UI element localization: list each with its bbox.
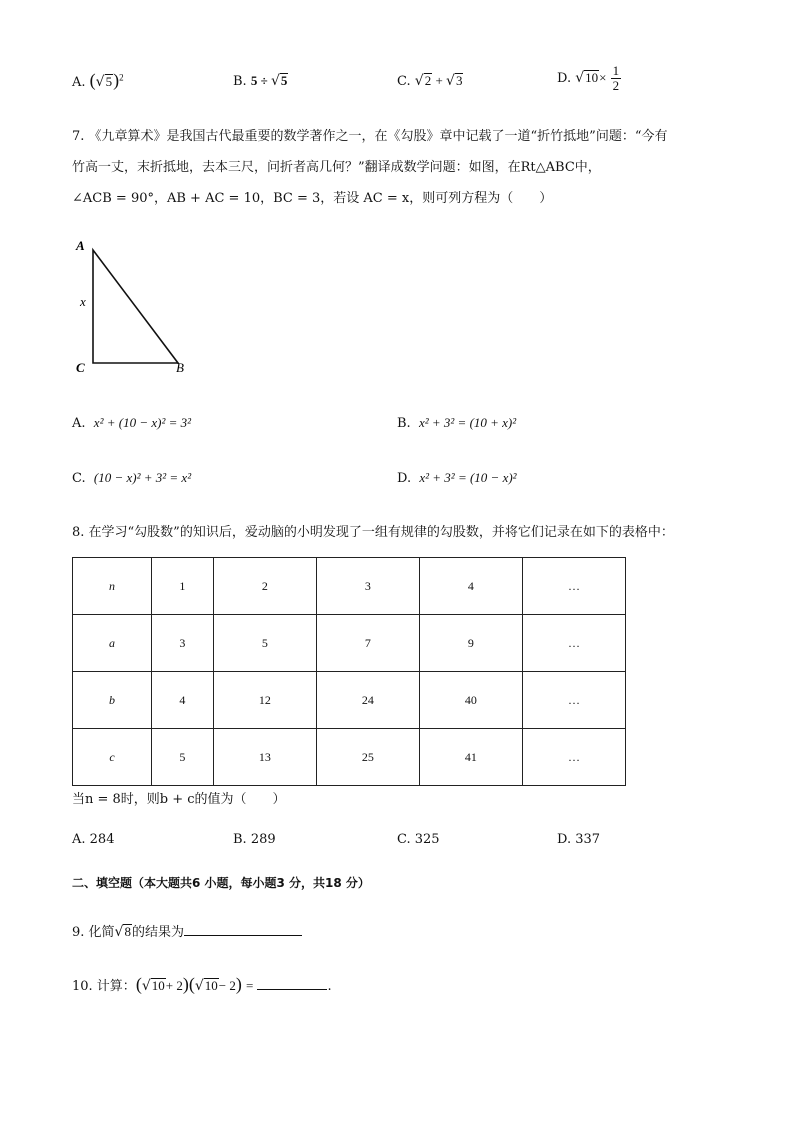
q10: 10. 计算：(√10+ 2)(√10− 2) = . — [72, 974, 332, 994]
q6-option-d[interactable]: D. √10× $\frac{1}{2}$ — [557, 63, 620, 93]
sqrt-icon: √ — [270, 73, 280, 89]
section-heading: 二、填空题（本大题共6 小题，每小题3 分，共18 分） — [72, 876, 370, 890]
answer-blank[interactable] — [184, 935, 302, 936]
right-triangle-figure — [70, 234, 200, 382]
q6-option-c[interactable]: C. √2 + √3 — [397, 73, 463, 89]
q8-option-c[interactable]: C. 325 — [397, 832, 440, 847]
q7-option-c[interactable]: C. (10 − x)² + 3² = x² — [72, 470, 192, 486]
sqrt-icon: √ — [446, 73, 455, 89]
q7-line1: 7. 《九章算术》是我国古代最重要的数学著作之一，在《勾股》章中记载了一道“折竹抵地”问题：“今有 — [72, 129, 668, 144]
q7-line3: ∠ACB = 90°，AB + AC = 10，BC = 3，若设 AC = x，则可列方程为（ ） — [72, 191, 553, 206]
triangle-abc — [93, 250, 178, 363]
sqrt-icon: √ — [141, 978, 151, 994]
table-row: n 1 2 3 4 … — [73, 558, 626, 615]
q8-intro: 8. 在学习“勾股数”的知识后，爱动脑的小明发现了一组有规律的勾股数，并将它们记录在如下的表格中： — [72, 525, 674, 540]
sqrt-icon: √ — [194, 978, 204, 994]
sqrt-icon: √ — [414, 73, 424, 89]
table-row: a 3 5 7 9 … — [73, 615, 626, 672]
option-label: A. — [72, 75, 86, 90]
fraction: $\frac{1}{2}$ — [612, 63, 620, 93]
q8-option-a[interactable]: A. 284 — [72, 832, 115, 847]
label-x: x — [80, 294, 86, 309]
pythagorean-table — [72, 557, 626, 786]
table-row: c 5 13 25 41 … — [73, 729, 626, 786]
label-a: A — [76, 238, 85, 253]
q7-option-d[interactable]: D. x² + 3² = (10 − x)² — [397, 470, 517, 486]
answer-blank[interactable] — [257, 989, 327, 990]
q8-option-d[interactable]: D. 337 — [557, 832, 601, 847]
q9: 9. 化简√8的结果为 — [72, 921, 302, 940]
q7-line2: 竹高一丈，末折抵地，去本三尺，问折者高几何？”翻译成数学问题：如图，在Rt△ABC中， — [72, 160, 601, 175]
q6-option-b[interactable]: B. 5 ÷ √5 — [233, 73, 288, 89]
q8-question: 当n = 8时，则b + c的值为（ ） — [72, 792, 286, 807]
q8-option-b[interactable]: B. 289 — [233, 832, 276, 847]
table-row: b 4 12 24 40 … — [73, 672, 626, 729]
sqrt-icon: √ — [114, 924, 124, 940]
sqrt-icon: √ — [575, 70, 585, 86]
q6-option-a[interactable]: A. $(√5)^2$ — [72, 70, 124, 90]
sqrt-icon: √ — [95, 74, 105, 90]
label-c: C — [76, 360, 85, 375]
q7-option-b[interactable]: B. x² + 3² = (10 + x)² — [397, 415, 517, 431]
label-b: B — [176, 360, 184, 375]
q7-option-a[interactable]: A. x² + (10 − x)² = 3² — [72, 415, 192, 431]
